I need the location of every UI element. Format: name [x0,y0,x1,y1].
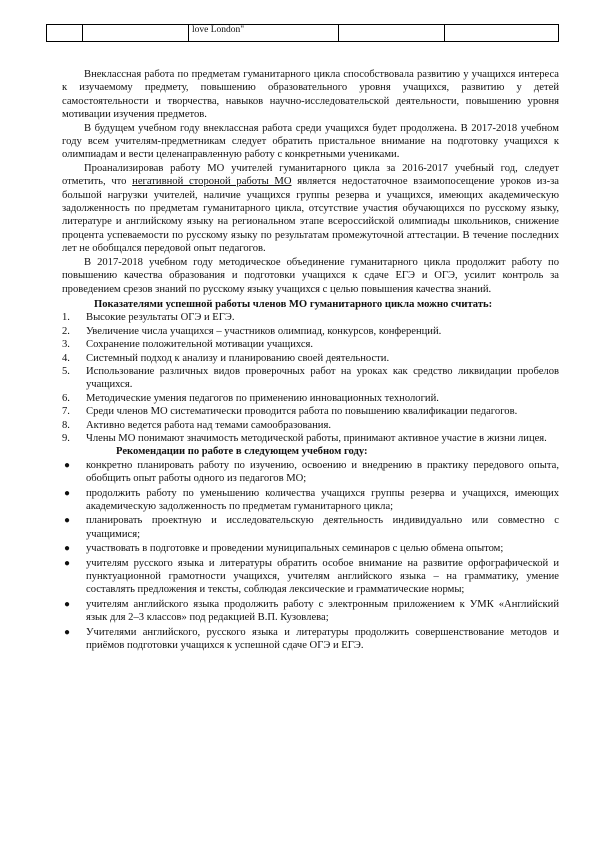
list-item [62,487,559,514]
list-item-text: Члены МО понимают значимость методической работы, принимают активное участие в жизни лицея. [86,432,547,444]
disc-bullet-icon: ● [64,487,71,499]
list-item [62,392,559,405]
table-cell: love London" [189,25,339,42]
list-item-text: Методические умения педагогов по применению инновационных технологий. [86,392,439,404]
disc-bullet-icon: ● [64,557,71,569]
list-item [62,598,559,625]
document-body [62,68,559,653]
recommendations-heading: Рекомендации по работе в следующем учебном году: [116,446,368,458]
disc-bullet-icon: ● [64,515,71,527]
paragraph-plan: В 2017-2018 учебном году методическое объединение гуманитарного цикла продолжит работу по повышению качества образования и подготовки учащихся к сдаче ЕГЭ и ОГЭ, усилит контроль за проведением срезов знаний по русскому языку учащихся с целью повышения качества знаний. [62,256,559,295]
paragraph-extracurricular: Внеклассная работа по предметам гуманитарного цикла способствовала развитию у учащихся интереса к изучаемому предмету, повышению образовательного уровня учащихся, развитию у детей самостоятельности и творчества, навыков научно-исследовательской деятельности, повышению уровня мотивации изучения предметов. [62,69,559,121]
disc-bullet-icon: ● [64,459,71,471]
analysis-after: является недостаточное взаимопосещение уроков из-за большой нагрузки учителей, наличие учащихся группы резерва и учащихся, имеющих академическую задолженность по предметам гуманитарного цикла, отсутствие участия обучающихся по русскому языку, литературе и английскому языку на региональном этапе всероссийской олимпиады школьников, снижение процента успеваемости по русскому языку по результатам промежуточной аттестации. В течение последних лет не обобщался передовой опыт педагогов. [62,176,560,255]
list-item-text: планировать проектную и исследовательскую деятельность индивидуально или совместно с учащимися; [86,515,559,540]
list-item [62,311,559,324]
analysis-underlined: негативной стороной работы МО [132,176,292,188]
list-item [62,352,559,365]
list-item-text: Системный подход к анализу и планированию своей деятельности. [86,352,390,364]
table-cell [339,25,445,42]
list-item [62,338,559,351]
table-row [47,25,559,42]
list-item-text: Среди членов МО систематически проводится работа по повышению квалификации педагогов. [86,406,518,418]
recommendations-list [62,459,559,653]
list-item [62,542,559,555]
list-item-text: Активно ведется работа над темами самообразования. [86,419,331,431]
list-item-text: конкретно планировать работу по изучению, освоению и внедрению в практику передового опыта, обобщить опыт работы одного из педагогов МО; [86,459,559,485]
table-cell [47,25,83,42]
list-number: 8. [62,419,70,431]
disc-bullet-icon: ● [64,543,71,555]
list-item [62,419,559,432]
list-item-text: участвовать в подготовке и проведении муниципальных семинаров с целью обмена опытом; [86,543,504,555]
list-item-text: Учителями английского, русского языка и литературы продолжить совершенствование методов и приёмов подготовки учащихся к успешной сдаче ОГЭ и ЕГЭ. [86,626,559,652]
list-number: 6. [62,392,70,404]
list-item-text: Увеличение числа учащихся – участников олимпиад, конкурсов, конференций. [86,325,442,337]
list-item-text: учителям русского языка и литературы обратить особое внимание на развитие орфографической и пунктуационной грамотности учащихся, учителям английского языка – на грамматику, умение составлять предложения и тексты, соблюдая лексические и грамматические нормы; [86,557,559,596]
list-number: 4. [62,352,70,364]
disc-bullet-icon: ● [64,598,71,610]
list-number: 1. [62,312,70,324]
list-item-text: учителям английского языка продолжить работу с электронным приложением к УМК «Английский язык для 2–3 классов» под редакцией В.П. Кузовлева; [86,598,559,624]
paragraph-next-year: В будущем учебном году внеклассная работа среди учащихся будет продолжена. В 2017-2018 учебном году всем учителям-предметникам следует обратить пристальное внимание на подготовку учащихся к олимпиадам и вести целенаправленную работу с конкретными учениками. [62,122,559,161]
list-number: 3. [62,339,70,351]
list-item-text: Использование различных видов проверочных работ на уроках как средство ликвидации пробелов учащихся. [86,365,559,391]
list-item [62,514,559,541]
analysis-before: Проанализировав работу МО учителей гуманитарного цикла за 2016-2017 учебный год, следует отметить, что [62,162,559,188]
disc-bullet-icon: ● [64,626,71,638]
list-item [62,459,559,486]
list-item-text: Высокие результаты ОГЭ и ЕГЭ. [86,312,235,324]
table-cell [83,25,189,42]
indicators-list [62,311,559,445]
indicators-heading: Показателями успешной работы членов МО гуманитарного цикла можно считать: [94,298,493,310]
table-cell [445,25,559,42]
list-item [62,626,559,653]
list-item [62,365,559,392]
list-number: 9. [62,432,70,444]
list-item [62,557,559,597]
table-fragment [46,24,559,42]
list-number: 7. [62,406,70,418]
list-item [62,325,559,338]
list-number: 2. [62,325,70,337]
list-number: 5. [62,365,70,377]
list-item [62,405,559,418]
list-item-text: продолжить работу по уменьшению количества учащихся группы резерва и учащихся, имеющих академическую задолженность по предметам гуманитарного цикла; [86,487,559,512]
list-item-text: Сохранение положительной мотивации учащихся. [86,339,314,351]
list-item [62,432,559,445]
paragraph-analysis [62,162,559,256]
